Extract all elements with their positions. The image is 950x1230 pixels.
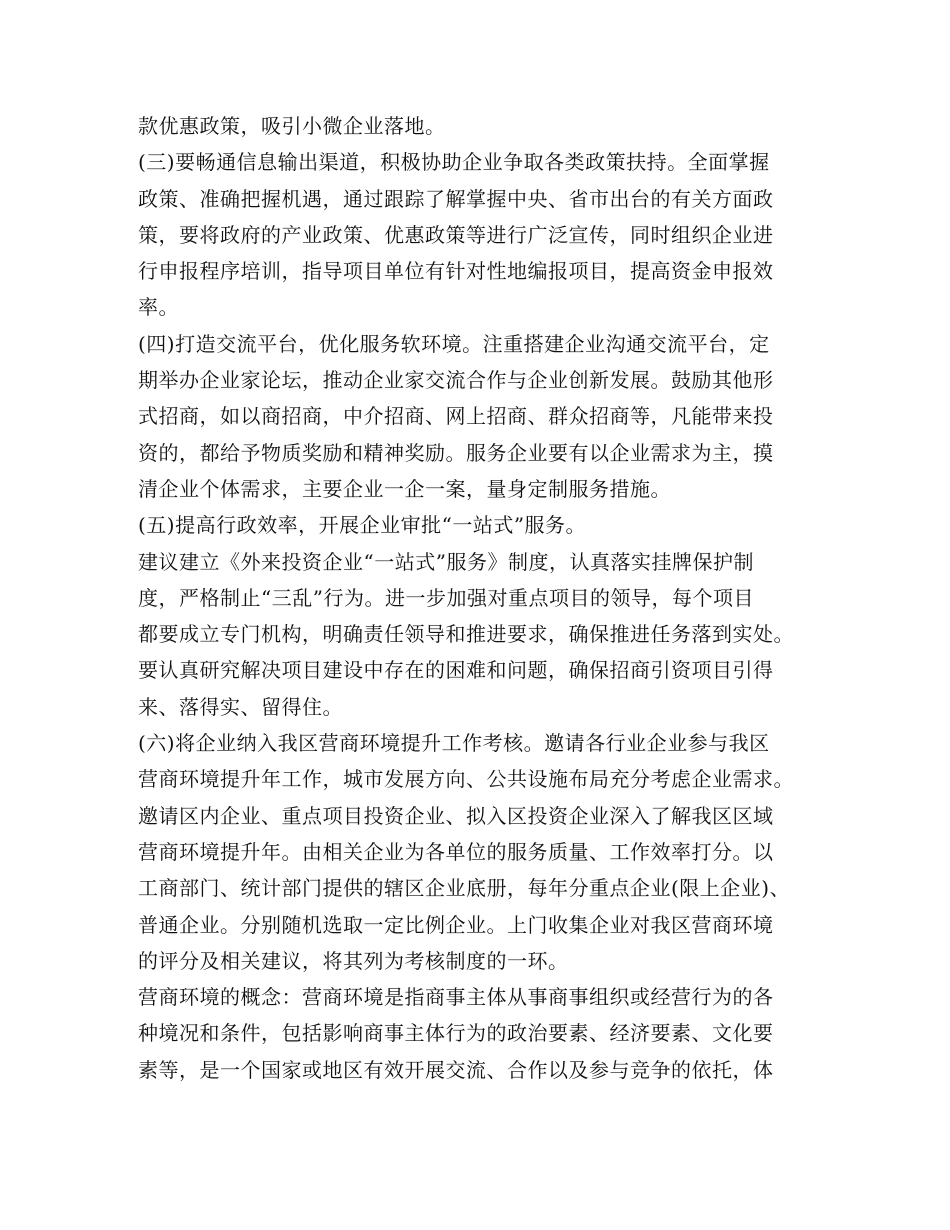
text-line: (四)打造交流平台，优化服务软环境。注重搭建企业沟通交流平台，定	[138, 331, 770, 356]
text-line: 清企业个体需求，主要企业一企一案，量身定制服务措施。	[138, 476, 671, 501]
text-line: 式招商，如以商招商，中介招商、网上招商、群众招商等，凡能带来投	[138, 404, 774, 429]
text-line: 来、落得实、留得住。	[138, 694, 343, 719]
text-line: (三)要畅通信息输出渠道，积极协助企业争取各类政策扶持。全面掌握	[138, 150, 770, 175]
text-line: 邀请区内企业、重点项目投资企业、拟入区投资企业深入了解我区区域	[138, 803, 774, 828]
text-line: 营商环境的概念：营商环境是指商事主体从事商事组织或经营行为的各	[138, 985, 774, 1010]
text-line: 种境况和条件，包括影响商事主体行为的政治要素、经济要素、文化要	[138, 1021, 774, 1046]
text-line: 营商环境提升年工作，城市发展方向、公共设施布局充分考虑企业需求。	[138, 767, 794, 792]
text-line: 要认真研究解决项目建设中存在的困难和问题，确保招商引资项目引得	[138, 658, 774, 683]
text-line: 普通企业。分别随机选取一定比例企业。上门收集企业对我区营商环境	[138, 912, 774, 937]
text-line: (六)将企业纳入我区营商环境提升工作考核。邀请各行业企业参与我区	[138, 731, 770, 756]
text-line: 资的，都给予物质奖励和精神奖励。服务企业要有以企业需求为主，摸	[138, 440, 774, 465]
text-line: (五)提高行政效率，开展企业审批“一站式”服务。	[138, 513, 587, 538]
text-line: 营商环境提升年。由相关企业为各单位的服务质量、工作效率打分。以	[138, 839, 774, 864]
text-line: 策，要将政府的产业政策、优惠政策等进行广泛宣传，同时组织企业进	[138, 222, 774, 247]
text-line: 建议建立《外来投资企业“一站式”服务》制度，认真落实挂牌保护制	[138, 549, 754, 574]
text-line: 的评分及相关建议，将其列为考核制度的一环。	[138, 948, 569, 973]
text-line: 素等，是一个国家或地区有效开展交流、合作以及参与竞争的依托，体	[138, 1057, 774, 1082]
text-line: 行申报程序培训，指导项目单位有针对性地编报项目，提高资金申报效	[138, 259, 774, 284]
text-line: 期举办企业家论坛，推动企业家交流合作与企业创新发展。鼓励其他形	[138, 368, 774, 393]
text-line: 率。	[138, 295, 179, 320]
text-line: 度，严格制止“三乱”行为。进一步加强对重点项目的领导，每个项目	[138, 585, 754, 610]
text-line: 政策、准确把握机遇，通过跟踪了解掌握中央、省市出台的有关方面政	[138, 186, 774, 211]
text-line: 都要成立专门机构，明确责任领导和推进要求，确保推进任务落到实处。	[138, 622, 794, 647]
text-line: 款优惠政策，吸引小微企业落地。	[138, 114, 446, 138]
document-page	[138, 108, 818, 1088]
text-line: 工商部门、统计部门提供的辖区企业底册，每年分重点企业(限上企业)、	[138, 876, 791, 901]
